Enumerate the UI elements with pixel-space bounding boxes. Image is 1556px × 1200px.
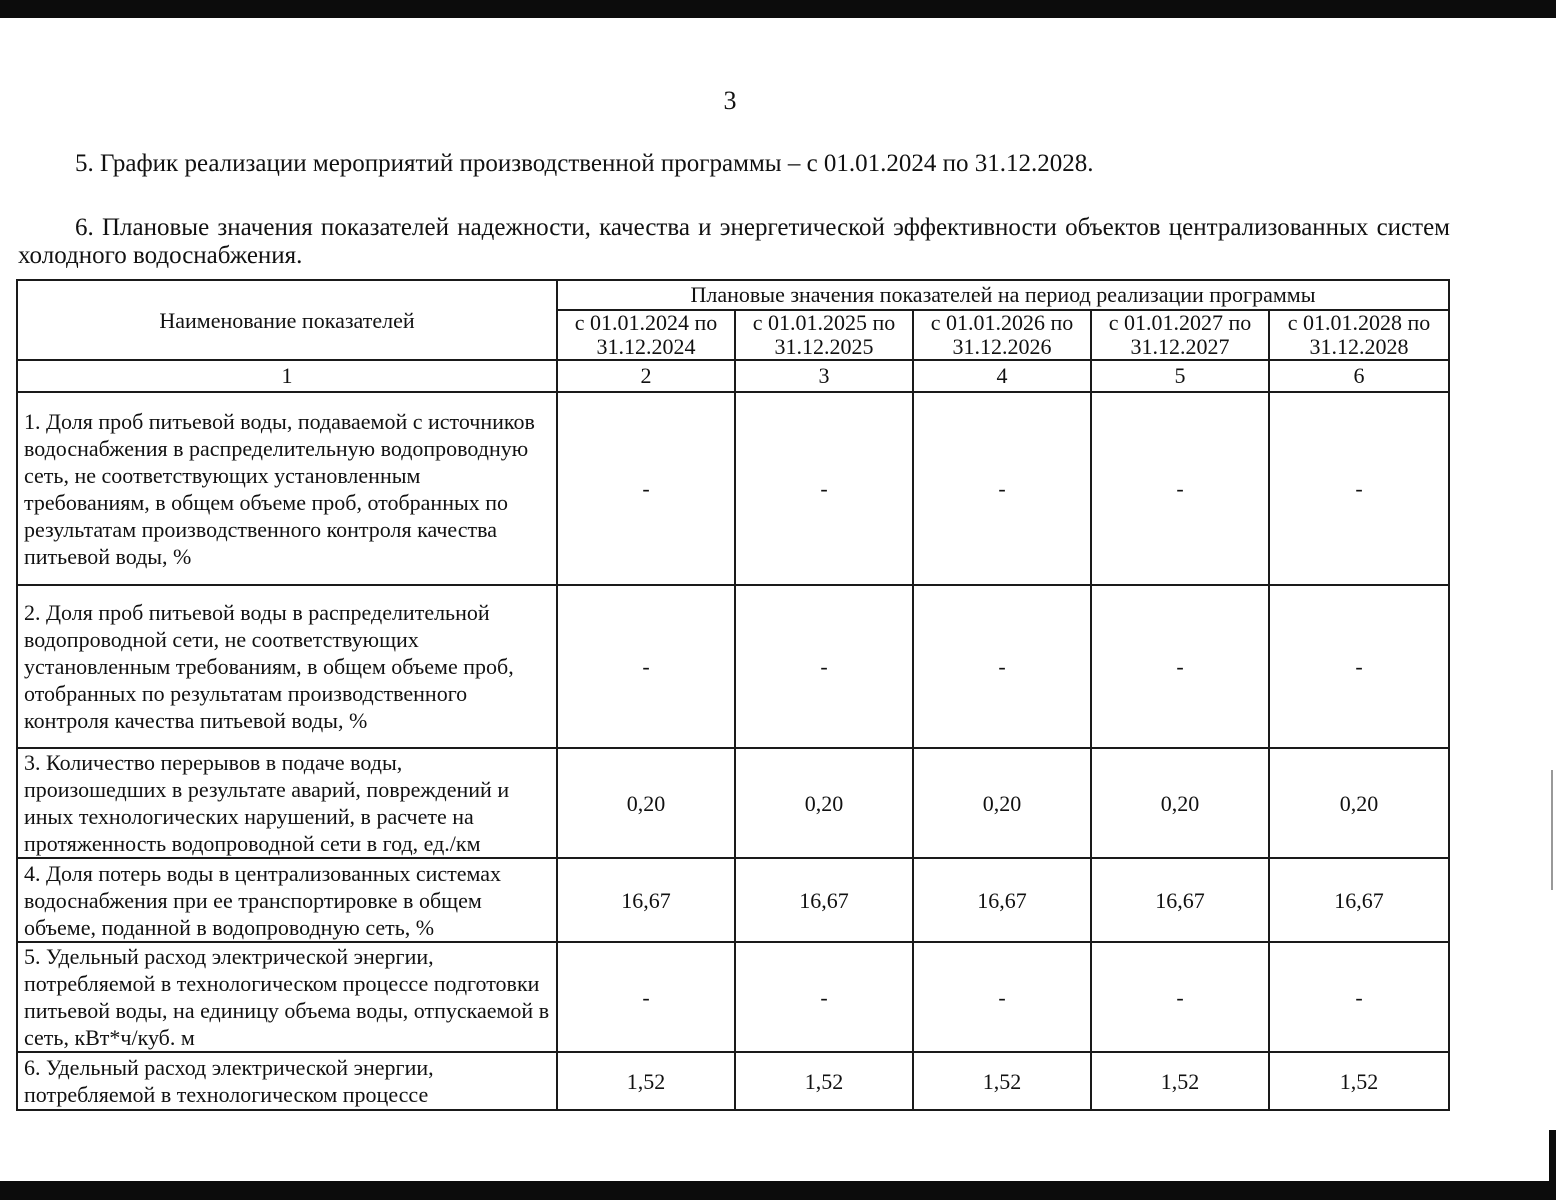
paragraph-implementation-schedule: 5. График реализации мероприятий производственной программы – с 01.01.2024 по 31.12.2028. <box>75 150 1094 177</box>
indicator-name: 4. Доля потерь воды в централизованных системах водоснабжения при ее транспортировке в общем объеме, поданной в водопроводную сеть, % <box>17 858 557 942</box>
header-period-2027: с 01.01.2027 по 31.12.2027 <box>1091 310 1269 360</box>
table-row <box>17 942 1449 1052</box>
column-number: 6 <box>1269 360 1449 392</box>
indicator-value: 0,20 <box>1269 748 1449 858</box>
column-number-row <box>17 360 1449 392</box>
table-row <box>17 392 1449 585</box>
table-row <box>17 1052 1449 1110</box>
indicator-value: - <box>1091 942 1269 1052</box>
indicator-value: - <box>1091 392 1269 585</box>
indicator-value: 1,52 <box>557 1052 735 1110</box>
indicator-value: 0,20 <box>735 748 913 858</box>
header-period-2028: с 01.01.2028 по 31.12.2028 <box>1269 310 1449 360</box>
indicator-value: - <box>735 585 913 748</box>
header-period-2025: с 01.01.2025 по 31.12.2025 <box>735 310 913 360</box>
column-number: 1 <box>17 360 557 392</box>
indicator-value: 1,52 <box>1269 1052 1449 1110</box>
table-row <box>17 585 1449 748</box>
column-number: 4 <box>913 360 1091 392</box>
indicator-name: 3. Количество перерывов в подаче воды, произошедших в результате аварий, повреждений и иных технологических нарушений, в расчете на протяженность водопроводной сети в год, ед./км <box>17 748 557 858</box>
scan-border-right <box>1549 1130 1556 1182</box>
indicator-value: 16,67 <box>1091 858 1269 942</box>
indicator-value: - <box>1269 942 1449 1052</box>
column-number: 5 <box>1091 360 1269 392</box>
scan-mark-right <box>1551 770 1553 890</box>
indicator-name: 2. Доля проб питьевой воды в распределительной водопроводной сети, не соответствующих установленным требованиям, в общем объеме проб, отобранных по результатам производственного контроля качества питьевой воды, % <box>17 585 557 748</box>
table-row <box>17 748 1449 858</box>
paragraph-planned-indicators: 6. Плановые значения показателей надежности, качества и энергетической эффективности объектов централизованных систем холодного водоснабжения. <box>18 214 1450 269</box>
indicator-value: 16,67 <box>735 858 913 942</box>
indicator-value: 0,20 <box>557 748 735 858</box>
indicator-value: - <box>1269 585 1449 748</box>
table-header-row <box>17 280 1449 310</box>
column-number: 3 <box>735 360 913 392</box>
indicator-value: 16,67 <box>557 858 735 942</box>
indicator-value: - <box>1091 585 1269 748</box>
indicator-value: 1,52 <box>1091 1052 1269 1110</box>
indicators-table <box>16 279 1450 1111</box>
table-row <box>17 858 1449 942</box>
indicator-value: - <box>913 392 1091 585</box>
indicator-value: - <box>557 392 735 585</box>
indicator-value: 16,67 <box>913 858 1091 942</box>
indicator-value: - <box>557 585 735 748</box>
scan-border-top <box>0 0 1556 18</box>
indicator-name: 5. Удельный расход электрической энергии, потребляемой в технологическом процессе подготовки питьевой воды, на единицу объема воды, отпускаемой в сеть, кВт*ч/куб. м <box>17 942 557 1052</box>
indicator-value: 0,20 <box>1091 748 1269 858</box>
indicator-value: - <box>735 392 913 585</box>
indicator-name: 1. Доля проб питьевой воды, подаваемой с источников водоснабжения в распределительную водопроводную сеть, не соответствующих установленным требованиям, в общем объеме проб, отобранных по результатам производственного контроля качества питьевой воды, % <box>17 392 557 585</box>
indicator-value: - <box>1269 392 1449 585</box>
indicator-value: 16,67 <box>1269 858 1449 942</box>
indicator-value: - <box>913 942 1091 1052</box>
page-number: 3 <box>723 86 737 115</box>
header-period-2024: с 01.01.2024 по 31.12.2024 <box>557 310 735 360</box>
indicator-value: - <box>735 942 913 1052</box>
column-number: 2 <box>557 360 735 392</box>
indicator-value: 1,52 <box>735 1052 913 1110</box>
header-period-2026: с 01.01.2026 по 31.12.2026 <box>913 310 1091 360</box>
indicator-value: - <box>913 585 1091 748</box>
indicator-name: 6. Удельный расход электрической энергии, потребляемой в технологическом процессе <box>17 1052 557 1110</box>
scan-border-bottom <box>0 1181 1556 1200</box>
indicator-value: 0,20 <box>913 748 1091 858</box>
indicator-value: 1,52 <box>913 1052 1091 1110</box>
header-planned-values: Плановые значения показателей на период реализации программы <box>557 280 1449 310</box>
indicator-value: - <box>557 942 735 1052</box>
header-indicator-name: Наименование показателей <box>17 280 557 360</box>
